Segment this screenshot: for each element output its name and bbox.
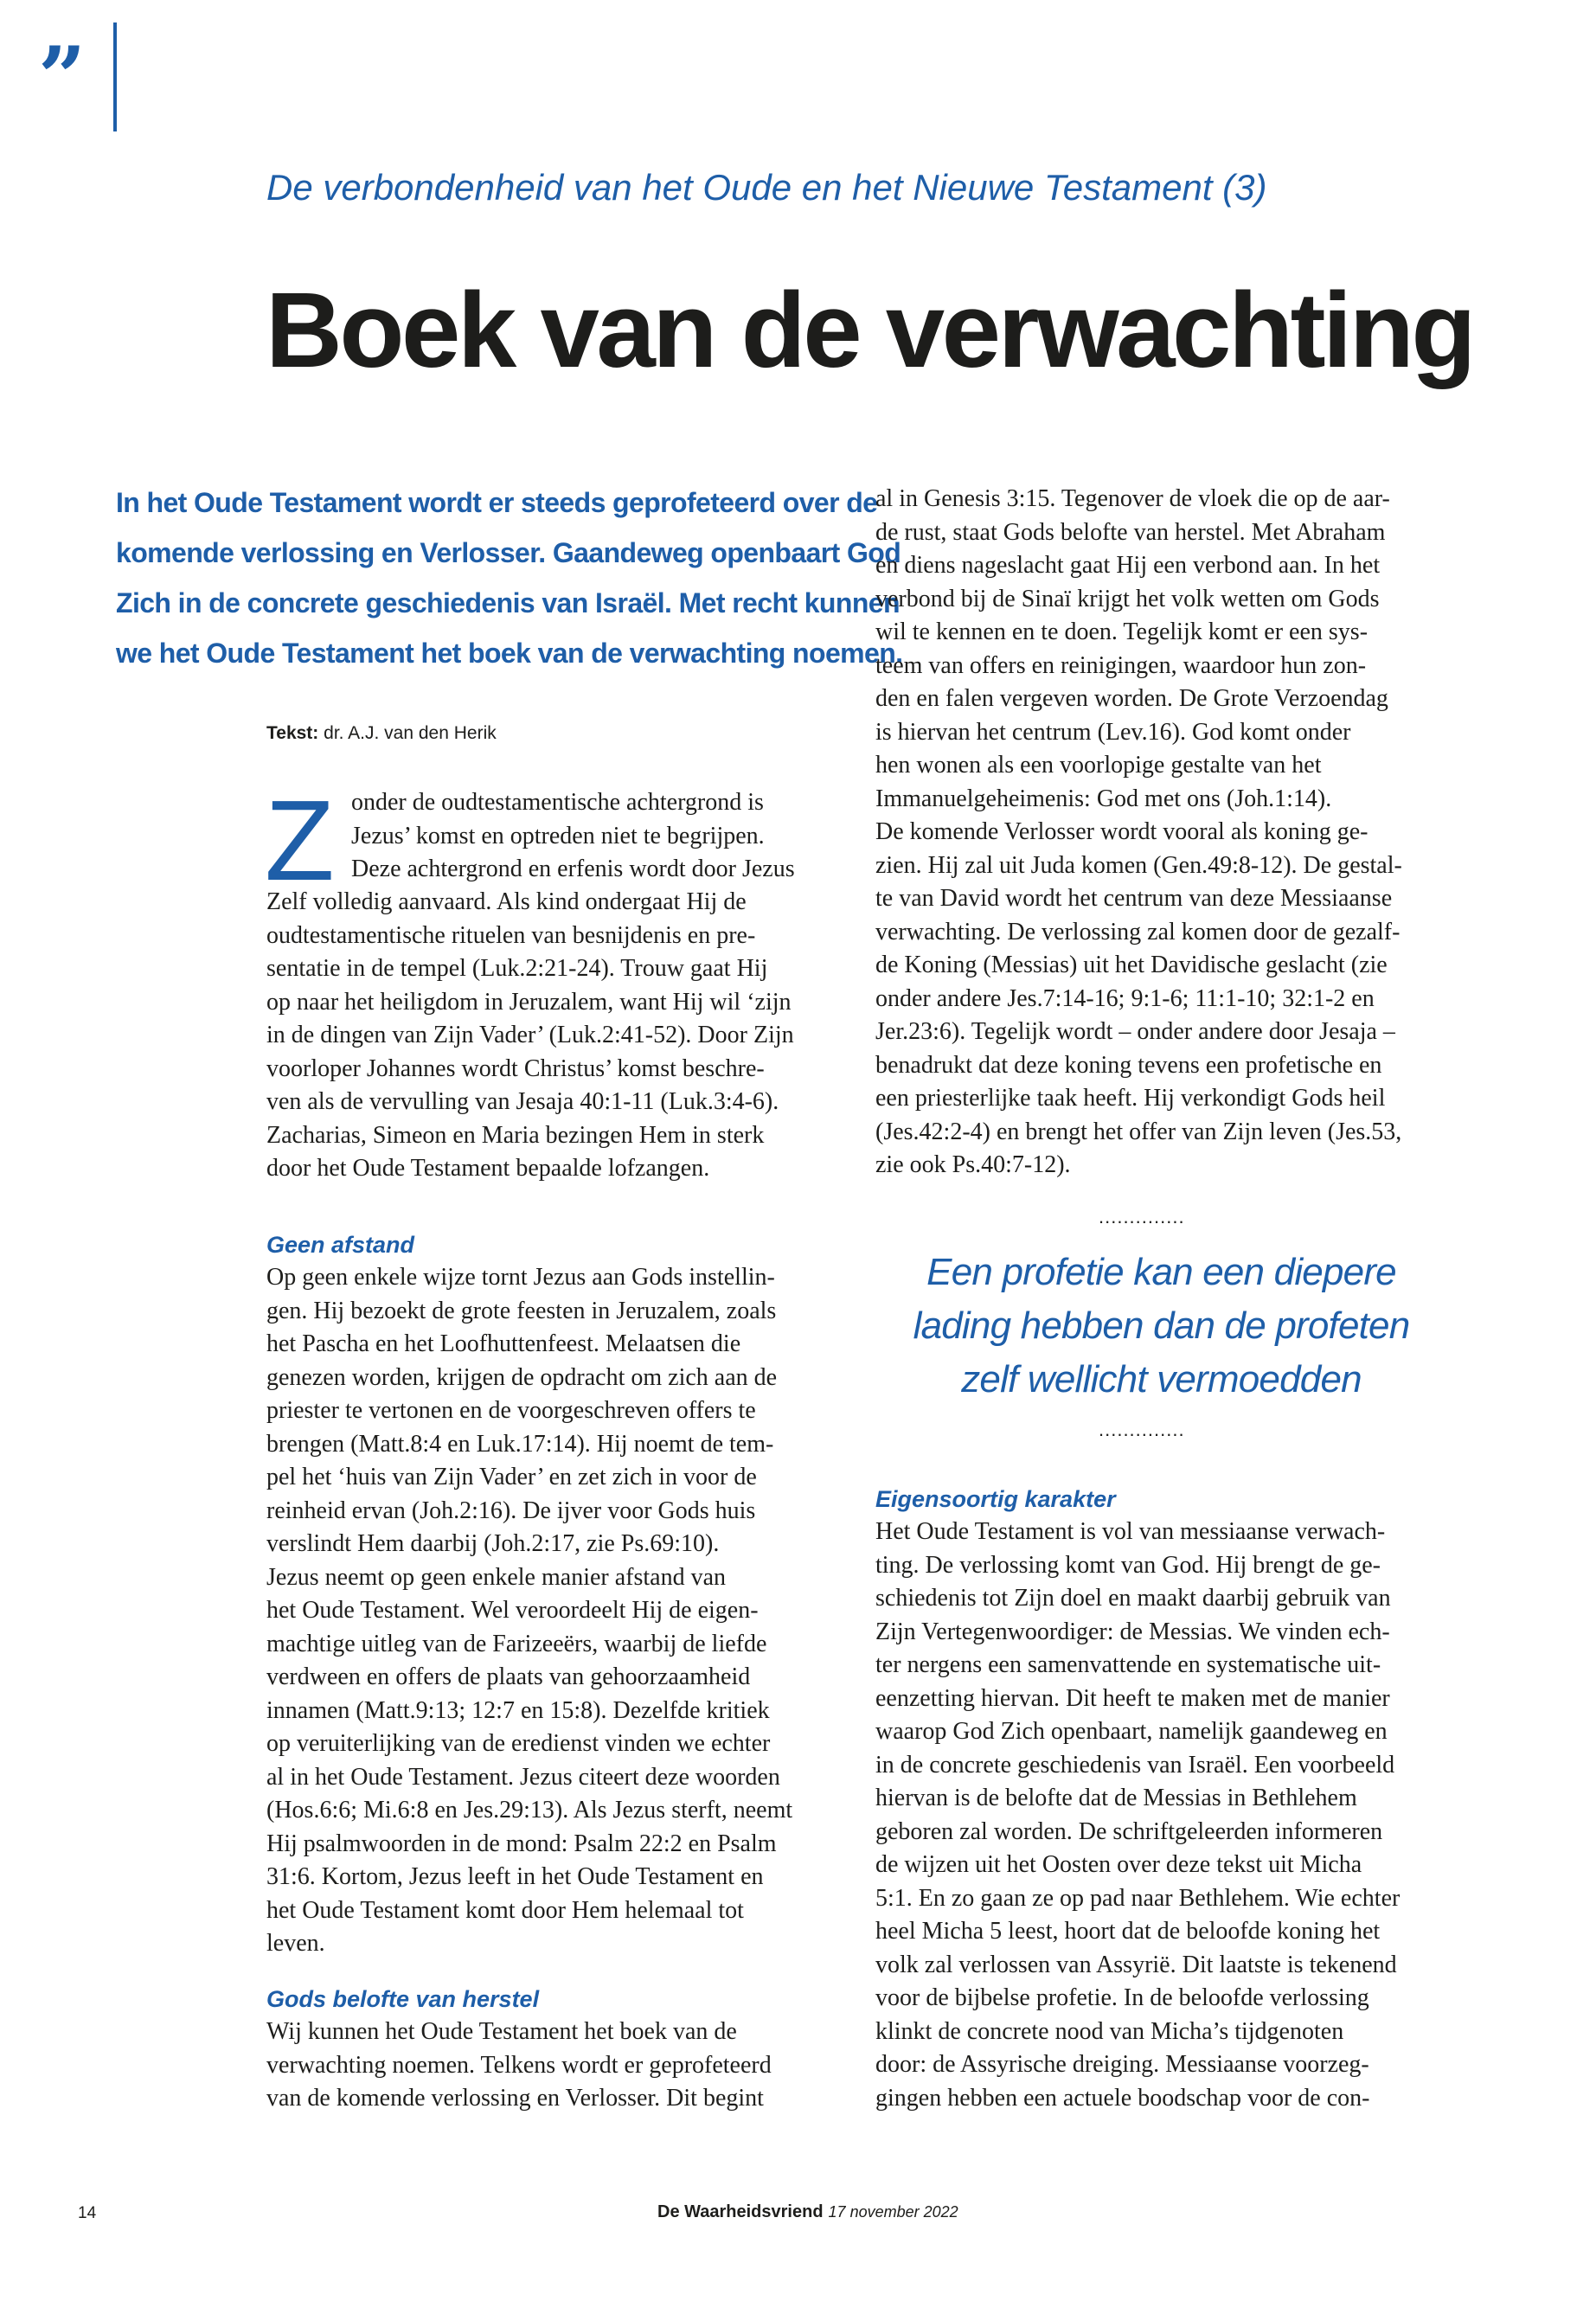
body-line: van de komende verlossing en Verlosser. Dit begint bbox=[266, 2085, 764, 2112]
body-line: geboren zal worden. De schriftgeleerden informeren bbox=[875, 1817, 1383, 1845]
quote-mark-icon: ” bbox=[38, 29, 81, 126]
header-divider bbox=[113, 22, 117, 131]
body-line: brengen (Matt.8:4 en Luk.17:14). Hij noemt de tem- bbox=[266, 1430, 774, 1458]
pullquote-line: lading hebben dan de profeten bbox=[913, 1304, 1410, 1347]
body-line: Wij kunnen het Oude Testament het boek van de bbox=[266, 2018, 737, 2045]
body-line: voor de bijbelse profetie. In de beloofde verlossing bbox=[875, 1984, 1369, 2011]
body-line: de rust, staat Gods belofte van herstel. Met Abraham bbox=[875, 518, 1386, 546]
body-line: De komende Verlosser wordt vooral als koning ge- bbox=[875, 818, 1368, 845]
body-line: teem van offers en reinigingen, waardoor hun zon- bbox=[875, 651, 1367, 679]
body-line: klinkt de concrete nood van Micha’s tijdgenoten bbox=[875, 2017, 1344, 2045]
body-line: verwachting noemen. Telkens wordt er geprofeteerd bbox=[266, 2051, 772, 2079]
section-heading: Eigensoortig karakter bbox=[875, 1486, 1116, 1512]
body-line: ting. De verlossing komt van God. Hij brengt de ge- bbox=[875, 1551, 1381, 1579]
byline-label: Tekst: bbox=[266, 723, 319, 743]
body-line: Zijn Vertegenwoordiger: de Messias. We vinden ech- bbox=[875, 1618, 1390, 1645]
body-line: sentatie in de tempel (Luk.2:21-24). Trouw gaat Hij bbox=[266, 955, 768, 982]
issue-date: 17 november 2022 bbox=[828, 2203, 958, 2221]
body-line: 5:1. En zo gaan ze op pad naar Bethlehem. Wie echter bbox=[875, 1884, 1401, 1912]
byline-author: dr. A.J. van den Herik bbox=[324, 723, 497, 743]
intro-line: komende verlossing en Verlosser. Gaandeweg openbaart God bbox=[116, 537, 901, 568]
body-line: eenzetting hiervan. Dit heeft te maken met de manier bbox=[875, 1684, 1390, 1712]
body-line: het Oude Testament komt door Hem helemaal tot bbox=[266, 1896, 744, 1924]
body-line: de Koning (Messias) uit het Davidische geslacht (zie bbox=[875, 952, 1388, 978]
body-line: de wijzen uit het Oosten over deze tekst uit Micha bbox=[875, 1851, 1362, 1878]
body-line: Jezus’ komst en optreden niet te begrijpen. bbox=[351, 822, 765, 849]
body-line: het Pascha en het Loofhuttenfeest. Melaatsen die bbox=[266, 1330, 741, 1357]
drop-cap: Z bbox=[265, 777, 335, 904]
body-line: onder andere Jes.7:14-16; 9:1-6; 11:1-10; 32:1-2 en bbox=[875, 984, 1375, 1012]
body-line: te van David wordt het centrum van deze Messiaanse bbox=[875, 885, 1393, 912]
body-line: Deze achtergrond en erfenis wordt door Jezus bbox=[351, 856, 795, 882]
body-line: Hij psalmwoorden in de mond: Psalm 22:2 en Psalm bbox=[266, 1830, 777, 1857]
intro-line: In het Oude Testament wordt er steeds geprofeteerd over de bbox=[116, 487, 878, 518]
body-line: door het Oude Testament bepaalde lofzangen. bbox=[266, 1155, 710, 1182]
body-line: al in het Oude Testament. Jezus citeert deze woorden bbox=[266, 1763, 780, 1791]
body-line: in de dingen van Zijn Vader’ (Luk.2:41-52). Door Zijn bbox=[266, 1022, 794, 1048]
body-line: door: de Assyrische dreiging. Messiaanse voorzeg- bbox=[875, 2051, 1369, 2078]
body-line: Zacharias, Simeon en Maria bezingen Hem in sterk bbox=[266, 1121, 765, 1149]
body-line: volk zal verlossen van Assyrië. Dit laatste is tekenend bbox=[875, 1951, 1397, 1978]
left-paragraph-1 bbox=[266, 886, 848, 1186]
body-line: den en falen vergeven worden. De Grote Verzoendag bbox=[875, 685, 1388, 712]
page-number: 14 bbox=[78, 2204, 97, 2222]
intro-line: Zich in de concrete geschiedenis van Israël. Met recht kunnen bbox=[116, 587, 900, 619]
body-line: op naar het heiligdom in Jeruzalem, want Hij wil ‘zijn bbox=[266, 988, 792, 1016]
intro-lead bbox=[116, 478, 903, 678]
body-line: verbond bij de Sinaï krijgt het volk wetten om Gods bbox=[875, 585, 1380, 612]
body-line: het Oude Testament. Wel veroordeelt Hij de eigen- bbox=[266, 1597, 759, 1624]
body-line: in de concrete geschiedenis van Israël. Een voorbeeld bbox=[875, 1751, 1395, 1779]
body-line: machtige uitleg van de Farizeeërs, waarbij de liefde bbox=[266, 1630, 767, 1657]
body-line: is hiervan het centrum (Lev.16). God komt onder bbox=[875, 718, 1351, 746]
right-section-eigensoortig bbox=[875, 1483, 1457, 2115]
left-section-geen-afstand bbox=[266, 1228, 848, 1961]
pull-quote bbox=[874, 1246, 1449, 1407]
body-line: 31:6. Kortom, Jezus leeft in het Oude Testament en bbox=[266, 1863, 764, 1890]
body-line: Immanuelgeheimenis: God met ons (Joh.1:14). bbox=[875, 785, 1332, 812]
series-kicker: De verbondenheid van het Oude en het Nieuwe Testament (3) bbox=[266, 167, 1267, 208]
pullquote-dots-top: .............. bbox=[1099, 1206, 1185, 1227]
left-section-gods-belofte bbox=[266, 1983, 848, 2116]
body-line: innamen (Matt.9:13; 12:7 en 15:8). Dezelfde kritiek bbox=[266, 1696, 770, 1724]
body-line: zien. Hij zal uit Juda komen (Gen.49:8-12). De gestal- bbox=[875, 851, 1402, 879]
body-line: hiervan is de belofte dat de Messias in Bethlehem bbox=[875, 1785, 1357, 1811]
opening-lines bbox=[351, 786, 853, 887]
body-line: heel Micha 5 leest, hoort dat de beloofde koning het bbox=[875, 1918, 1381, 1945]
body-line: (Hos.6:6; Mi.6:8 en Jes.29:13). Als Jezus sterft, neemt bbox=[266, 1797, 793, 1823]
body-line: voorloper Johannes wordt Christus’ komst beschre- bbox=[266, 1054, 765, 1082]
page-title: Boek van de verwachting bbox=[266, 272, 1473, 390]
body-line: oudtestamentische rituelen van besnijdenis en pre- bbox=[266, 921, 756, 949]
right-paragraph-1 bbox=[875, 483, 1457, 1183]
body-line: zie ook Ps.40:7-12). bbox=[875, 1151, 1071, 1178]
body-line: verdween en offers de plaats van gehoorzaamheid bbox=[266, 1663, 751, 1690]
body-line: ter nergens een samenvattende en systematische uit- bbox=[875, 1651, 1381, 1678]
body-line: op veruiterlijking van de eredienst vinden we echter bbox=[266, 1730, 771, 1757]
section-heading: Geen afstand bbox=[266, 1232, 415, 1258]
body-line: en diens nageslacht gaat Hij een verbond aan. In het bbox=[875, 552, 1381, 579]
body-line: een priesterlijke taak heeft. Hij verkondigt Gods heil bbox=[875, 1085, 1386, 1112]
body-line: schiedenis tot Zijn doel en maakt daarbij gebruik van bbox=[875, 1585, 1391, 1612]
body-line: Zelf volledig aanvaard. Als kind ondergaat Hij de bbox=[266, 888, 747, 915]
pullquote-dots-bottom: .............. bbox=[1099, 1419, 1185, 1440]
body-line: Het Oude Testament is vol van messiaanse verwach- bbox=[875, 1518, 1386, 1545]
body-line: reinheid ervan (Joh.2:16). De ijver voor Gods huis bbox=[266, 1497, 756, 1524]
magazine-name: De Waarheidsvriend bbox=[657, 2202, 824, 2221]
body-line: waarop God Zich openbaart, namelijk gaandeweg en bbox=[875, 1718, 1388, 1745]
body-line: benadrukt dat deze koning tevens een profetische en bbox=[875, 1051, 1382, 1079]
body-line: al in Genesis 3:15. Tegenover de vloek die op de aar- bbox=[875, 485, 1390, 512]
body-line: Jezus neemt op geen enkele manier afstand van bbox=[266, 1563, 727, 1591]
body-line: pel het ‘huis van Zijn Vader’ en zet zich in voor de bbox=[266, 1464, 757, 1490]
body-line: onder de oudtestamentische achtergrond is bbox=[351, 789, 764, 816]
footer-masthead bbox=[657, 2202, 958, 2222]
body-line: verwachting. De verlossing zal komen door de gezalf- bbox=[875, 918, 1401, 945]
section-heading: Gods belofte van herstel bbox=[266, 1986, 540, 2012]
byline bbox=[266, 723, 497, 744]
intro-line: we het Oude Testament het boek van de verwachting noemen. bbox=[116, 638, 903, 669]
body-line: wil te kennen en te doen. Tegelijk komt er een sys- bbox=[875, 619, 1368, 645]
pullquote-line: Een profetie kan een diepere bbox=[926, 1251, 1396, 1293]
body-line: priester te vertonen en de voorgeschreven offers te bbox=[266, 1397, 756, 1424]
body-line: ven als de vervulling van Jesaja 40:1-11 (Luk.3:4-6). bbox=[266, 1088, 779, 1115]
body-line: hen wonen als een voorlopige gestalte van het bbox=[875, 752, 1322, 779]
body-line: Op geen enkele wijze tornt Jezus aan Gods instellin- bbox=[266, 1264, 775, 1291]
body-line: Jer.23:6). Tegelijk wordt – onder andere door Jesaja – bbox=[875, 1018, 1395, 1045]
body-line: verslindt Hem daarbij (Joh.2:17, zie Ps.69:10). bbox=[266, 1530, 720, 1557]
body-line: (Jes.42:2-4) en brengt het offer van Zijn leven (Jes.53, bbox=[875, 1118, 1402, 1145]
body-line: leven. bbox=[266, 1930, 325, 1957]
body-line: genezen worden, krijgen de opdracht om zich aan de bbox=[266, 1363, 778, 1391]
body-line: gingen hebben een actuele boodschap voor de con- bbox=[875, 2084, 1370, 2112]
body-line: gen. Hij bezoekt de grote feesten in Jeruzalem, zoals bbox=[266, 1297, 777, 1324]
pullquote-line: zelf wellicht vermoedden bbox=[961, 1358, 1362, 1400]
